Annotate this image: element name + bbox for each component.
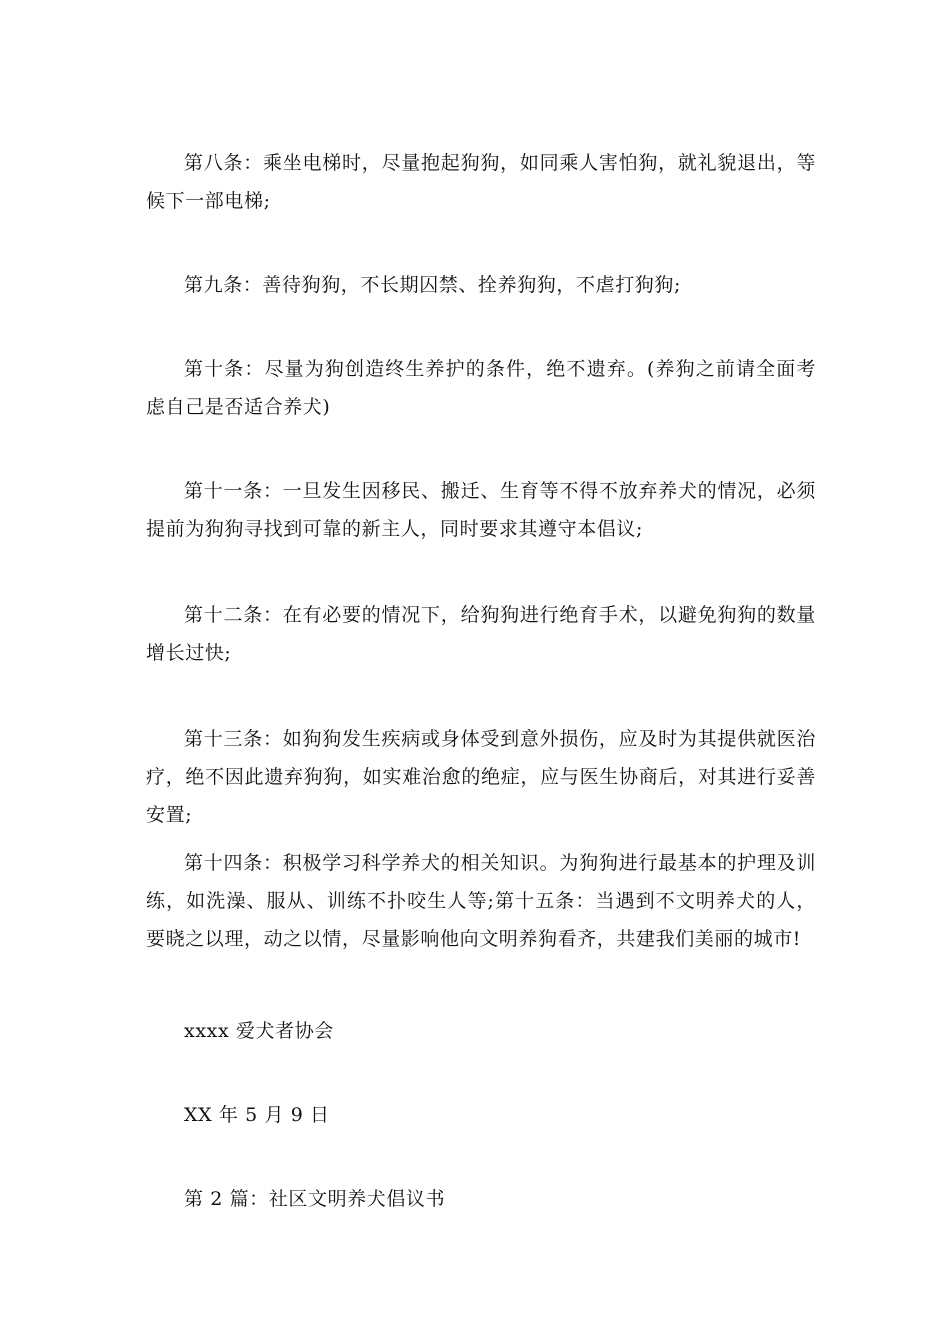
article-11-paragraph: 第十一条：一旦发生因移民、搬迁、生育等不得不放弃养犬的情况，必须提前为狗狗寻找到可靠的新主人，同时要求其遵守本倡议; — [146, 480, 816, 540]
next-section-heading: 第 2 篇：社区文明养犬倡议书 — [184, 1188, 446, 1210]
article-10-paragraph: 第十条：尽量为狗创造终生养护的条件，绝不遗弃。(养狗之前请全面考虑自己是否适合养犬) — [146, 358, 816, 418]
article-8-paragraph: 第八条：乘坐电梯时，尽量抱起狗狗，如同乘人害怕狗，就礼貌退出，等候下一部电梯; — [146, 152, 816, 212]
date-line: XX 年 5 月 9 日 — [184, 1104, 330, 1126]
article-9-paragraph: 第九条：善待狗狗，不长期囚禁、拴养狗狗，不虐打狗狗; — [184, 274, 682, 296]
article-14-15-paragraph: 第十四条：积极学习科学养犬的相关知识。为狗狗进行最基本的护理及训练，如洗澡、服从、训练不扑咬生人等;第十五条：当遇到不文明养犬的人，要晓之以理，动之以情，尽量影响他向文明养狗看齐，共建我们美丽的城市! — [146, 852, 816, 950]
article-12-paragraph: 第十二条：在有必要的情况下，给狗狗进行绝育手术，以避免狗狗的数量增长过快; — [146, 604, 816, 664]
article-13-paragraph: 第十三条：如狗狗发生疾病或身体受到意外损伤，应及时为其提供就医治疗，绝不因此遗弃狗狗，如实难治愈的绝症，应与医生协商后，对其进行妥善安置; — [146, 728, 816, 826]
signature-line: xxxx 爱犬者协会 — [184, 1020, 334, 1042]
